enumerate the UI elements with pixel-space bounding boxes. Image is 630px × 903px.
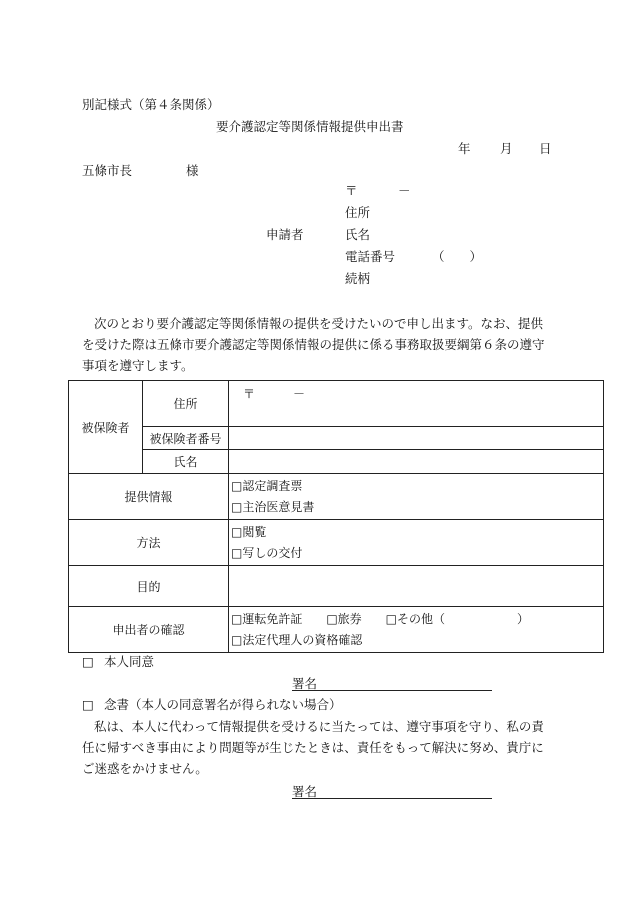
intro-paragraph: 次のとおり要介護認定等関係情報の提供を受けたいので申し出ます。なお、提供を受けた際は五條市要介護認定等関係情報の提供に係る事務取扱要綱第６条の遵守事項を遵守します。 (82, 316, 545, 373)
confirm-label: 申出者の確認 (69, 607, 229, 653)
document-title: 要介護認定等関係情報提供申出書 (216, 119, 404, 134)
applicant-label: 申請者 (266, 227, 304, 242)
insured-label: 被保険者 (69, 381, 143, 474)
form-label: 別記様式（第４条関係） (82, 97, 220, 112)
pledge-signature-label: 署名 (292, 784, 318, 799)
date-year: 年 (458, 141, 471, 156)
applicant-name-label: 氏名 (345, 227, 371, 242)
pledge-text: 私は、本人に代わって情報提供を受けるに当たっては、遵守事項を守り、私の責任に帰すべき事由により問題等が生じたときは、責任をもって解決に努め、貴庁にご迷惑をかけません。 (82, 719, 544, 776)
info-label: 提供情報 (69, 474, 229, 520)
insured-address-label: 住所 (143, 381, 229, 427)
insured-postal-mark: 〒 (243, 387, 256, 401)
addressee-honorific: 様 (186, 163, 199, 178)
method-label: 方法 (69, 520, 229, 566)
insured-number-label: 被保険者番号 (143, 427, 229, 450)
date-day: 日 (539, 141, 552, 156)
date-month: 月 (500, 141, 513, 156)
applicant-phone-label: 電話番号 (345, 249, 396, 264)
purpose-field[interactable] (229, 566, 604, 607)
applicant-relation-label: 続柄 (345, 271, 371, 286)
info-option-survey[interactable]: □認定調査票 (231, 478, 303, 493)
consent-label: 本人同意 (104, 654, 155, 669)
insured-address-field[interactable] (229, 381, 604, 427)
applicant-postal-mark: 〒 (345, 183, 358, 198)
confirm-options (229, 607, 604, 653)
request-table (68, 380, 604, 653)
method-option-view[interactable]: □閲覧 (231, 524, 267, 539)
insured-postal-dash: － (293, 387, 306, 401)
insured-name-field[interactable] (229, 450, 604, 474)
info-options (229, 474, 604, 520)
confirm-legal-agent[interactable]: □法定代理人の資格確認 (231, 632, 363, 647)
insured-name-label: 氏名 (143, 450, 229, 474)
method-options (229, 520, 604, 566)
purpose-label: 目的 (69, 566, 229, 607)
applicant-address-label: 住所 (345, 205, 371, 220)
applicant-phone-paren: （ ） (432, 249, 483, 264)
insured-number-field[interactable] (229, 427, 604, 450)
info-option-doctor-opinion[interactable]: □主治医意見書 (231, 499, 315, 514)
addressee-name: 五條市長 (82, 163, 133, 178)
method-option-copy[interactable]: □写しの交付 (231, 545, 303, 560)
consent-signature-label: 署名 (292, 676, 318, 691)
applicant-postal-dash: － (398, 183, 411, 198)
pledge-label: 念書（本人の同意署名が得られない場合） (104, 697, 342, 712)
pledge-signature-line[interactable] (292, 798, 492, 799)
consent-signature-line[interactable] (292, 690, 492, 691)
consent-checkbox[interactable]: □ (82, 654, 94, 669)
confirm-id-options[interactable]: □運転免許証 □旅券 □その他（ ） (231, 611, 530, 626)
pledge-checkbox[interactable]: □ (82, 697, 94, 712)
